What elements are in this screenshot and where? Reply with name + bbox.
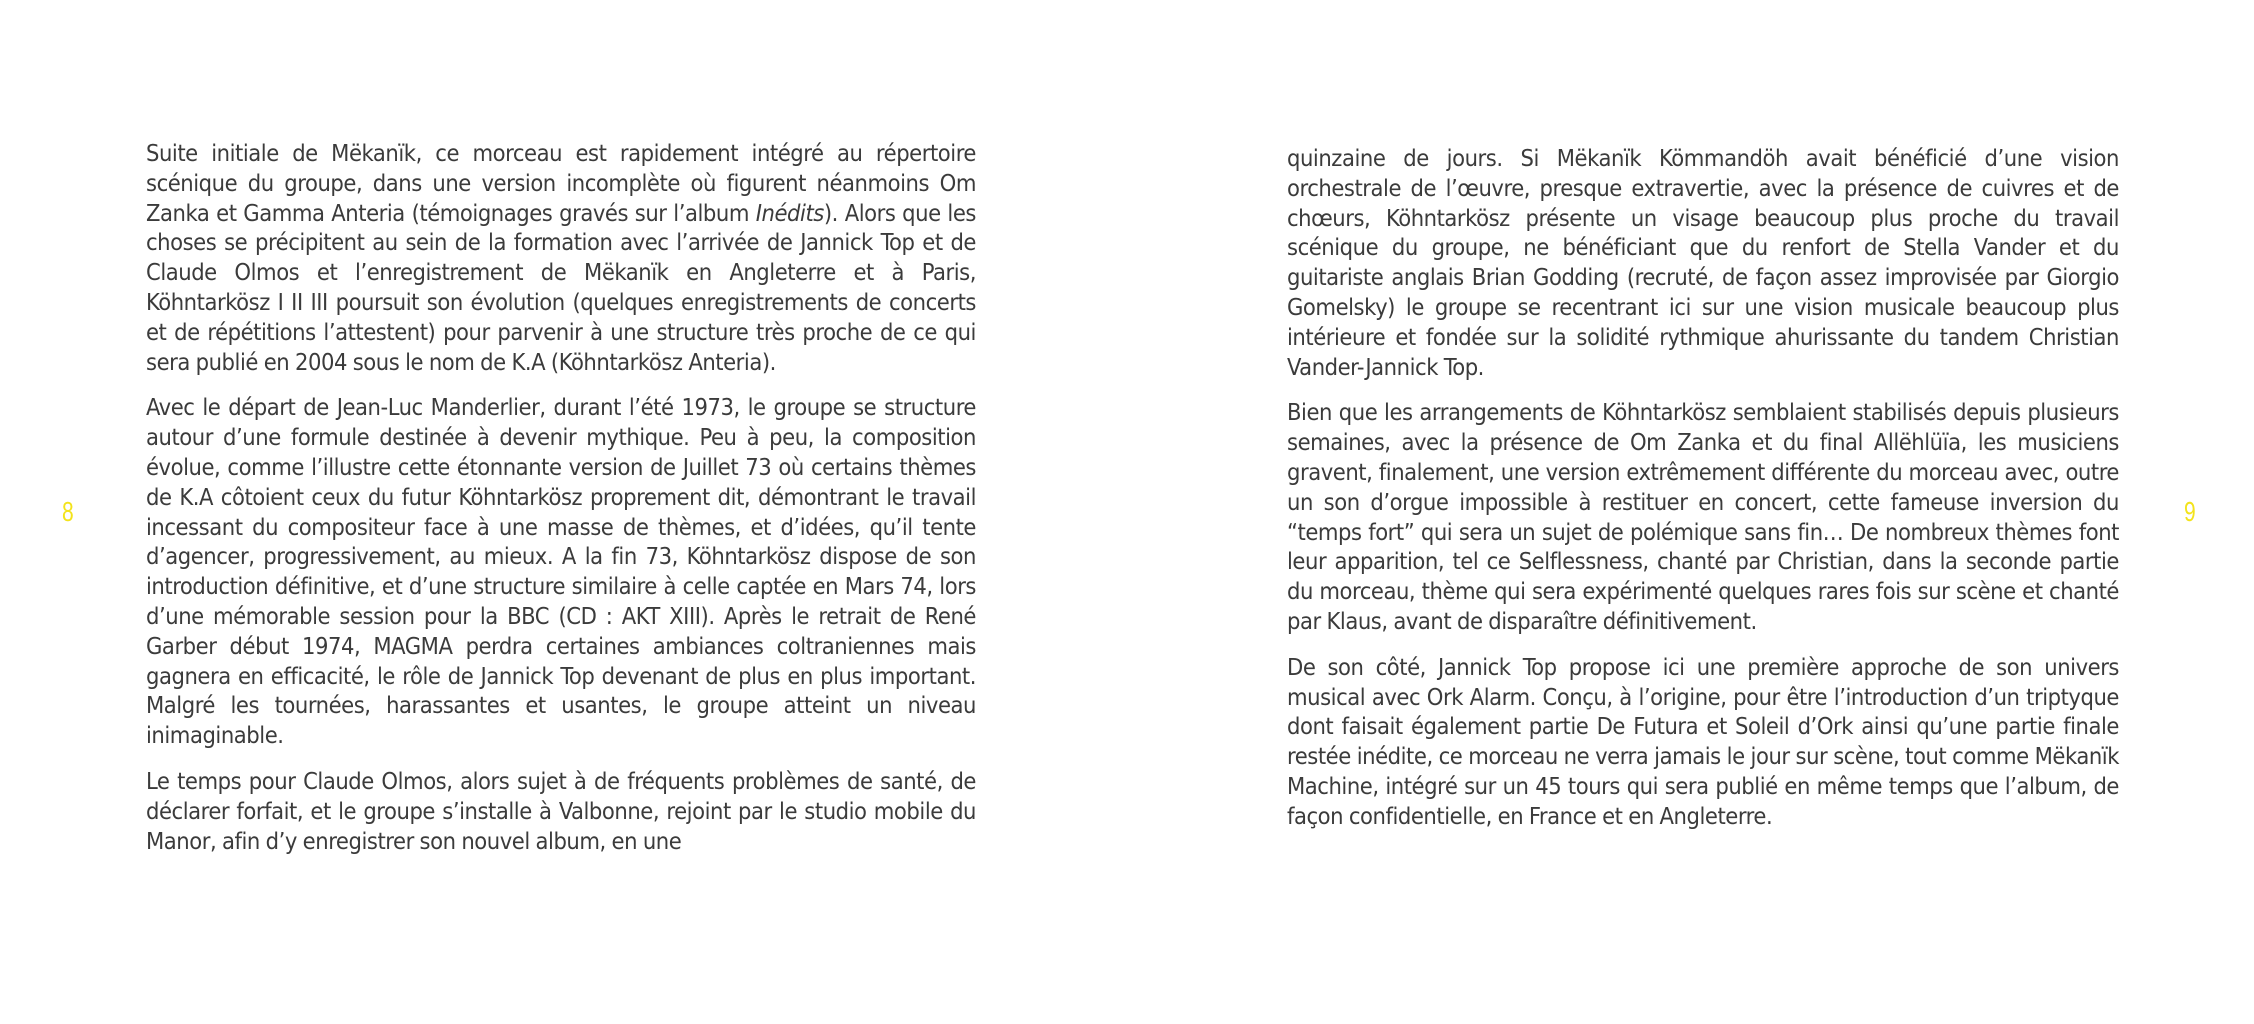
right-paragraph-2: Bien que les arrangements de Köhntarkösz semblaient stabilisés depuis plusieurs semaines, avec la présence de Om Zanka et du final Allëhlüïa, les musiciens gravent, finalement, une version extrêmement différente du morceau avec, outre un son d’orgue impossible à restituer en concert, cette fameuse inversion du “temps fort” qui sera un sujet de polémique sans fin… De nombreux thèmes font leur apparition, tel ce Selflessness, chanté par Christian, dans la seconde partie du morceau, thème qui sera expérimenté quelques rares fois sur scène et chanté par Klaus, avant de disparaître définitivement. <box>1287 398 2119 635</box>
left-text-column <box>146 139 976 872</box>
right-page <box>1127 0 2254 1024</box>
left-paragraph-2: Avec le départ de Jean-Luc Manderlier, durant l’été 1973, le groupe se structure autour d’une formule destinée à devenir mythique. Peu à peu, la composition évolue, comme l’illustre cette étonnante version de Juillet 73 où certains thèmes de K.A côtoient ceux du futur Köhntarkösz proprement dit, démontrant le travail incessant du compositeur face à une masse de thèmes, et d’idées, qu’il tente d’agencer, progressivement, au mieux. A la fin 73, Köhntarkösz dispose de son introduction définitive, et d’une structure similaire à celle captée en Mars 74, lors d’une mémorable session pour la BBC (CD : AKT XIII). Après le retrait de René Garber début 1974, MAGMA perdra certaines ambiances coltraniennes mais gagnera en efficacité, le rôle de Jannick Top devenant de plus en plus important. Malgré les tournées, harassantes et usantes, le groupe atteint un niveau inimaginable. <box>146 393 976 750</box>
left-paragraph-3: Le temps pour Claude Olmos, alors sujet à de fréquents problèmes de santé, de déclarer forfait, et le groupe s’installe à Valbonne, rejoint par le studio mobile du Manor, afin d’y enregistrer son nouvel album, en une <box>146 766 976 855</box>
left-paragraph-1 <box>146 139 976 377</box>
left-paragraph-1-text-b: ). Alors que les choses se précipitent au sein de la formation avec l’arrivée de Jannick Top et de Claude Olmos et l’enregistrement de Mëkanïk en Angleterre et à Paris, Köhntarkösz I II III poursuit son évolution (quelques enregistrements de concerts et de répétitions l’attestent) pour parvenir à une structure très proche de ce qui sera publié en 2004 sous le nom de K.A (Köhntarkösz Anteria). <box>146 198 976 376</box>
right-text-column <box>1287 144 2119 848</box>
page-number-left: 8 <box>61 496 74 527</box>
right-paragraph-1: quinzaine de jours. Si Mëkanïk Kömmandöh avait bénéficié d’une vision orchestrale de l’œuvre, presque extravertie, avec la présence de cuivres et de chœurs, Köhntarkösz présente un visage beaucoup plus proche du travail scénique du groupe, ne bénéficiant que du renfort de Stella Vander et du guitariste anglais Brian Godding (recruté, de façon assez improvisée par Giorgio Gomelsky) le groupe se recentrant ici sur une vision musicale beaucoup plus intérieure et fondée sur la solidité rythmique ahurissante du tandem Christian Vander-Jannick Top. <box>1287 144 2119 381</box>
album-title-inedits: Inédits <box>755 198 824 227</box>
page-number-right: 9 <box>2183 496 2196 527</box>
left-paragraph-1-text-a: Suite initiale de Mëkanïk, ce morceau est rapidement intégré au répertoire scénique du groupe, dans une version incomplète où figurent néanmoins Om Zanka et Gamma Anteria (témoignages gravés sur l’album <box>146 139 976 227</box>
right-paragraph-3: De son côté, Jannick Top propose ici une première approche de son univers musical avec Ork Alarm. Conçu, à l’origine, pour être l’introduction d’un triptyque dont faisait également partie De Futura et Soleil d’Ork ainsi qu’une partie finale restée inédite, ce morceau ne verra jamais le jour sur scène, tout comme Mëkanïk Machine, intégré sur un 45 tours qui sera publié en même temps que l’album, de façon confidentielle, en France et en Angleterre. <box>1287 652 2119 830</box>
